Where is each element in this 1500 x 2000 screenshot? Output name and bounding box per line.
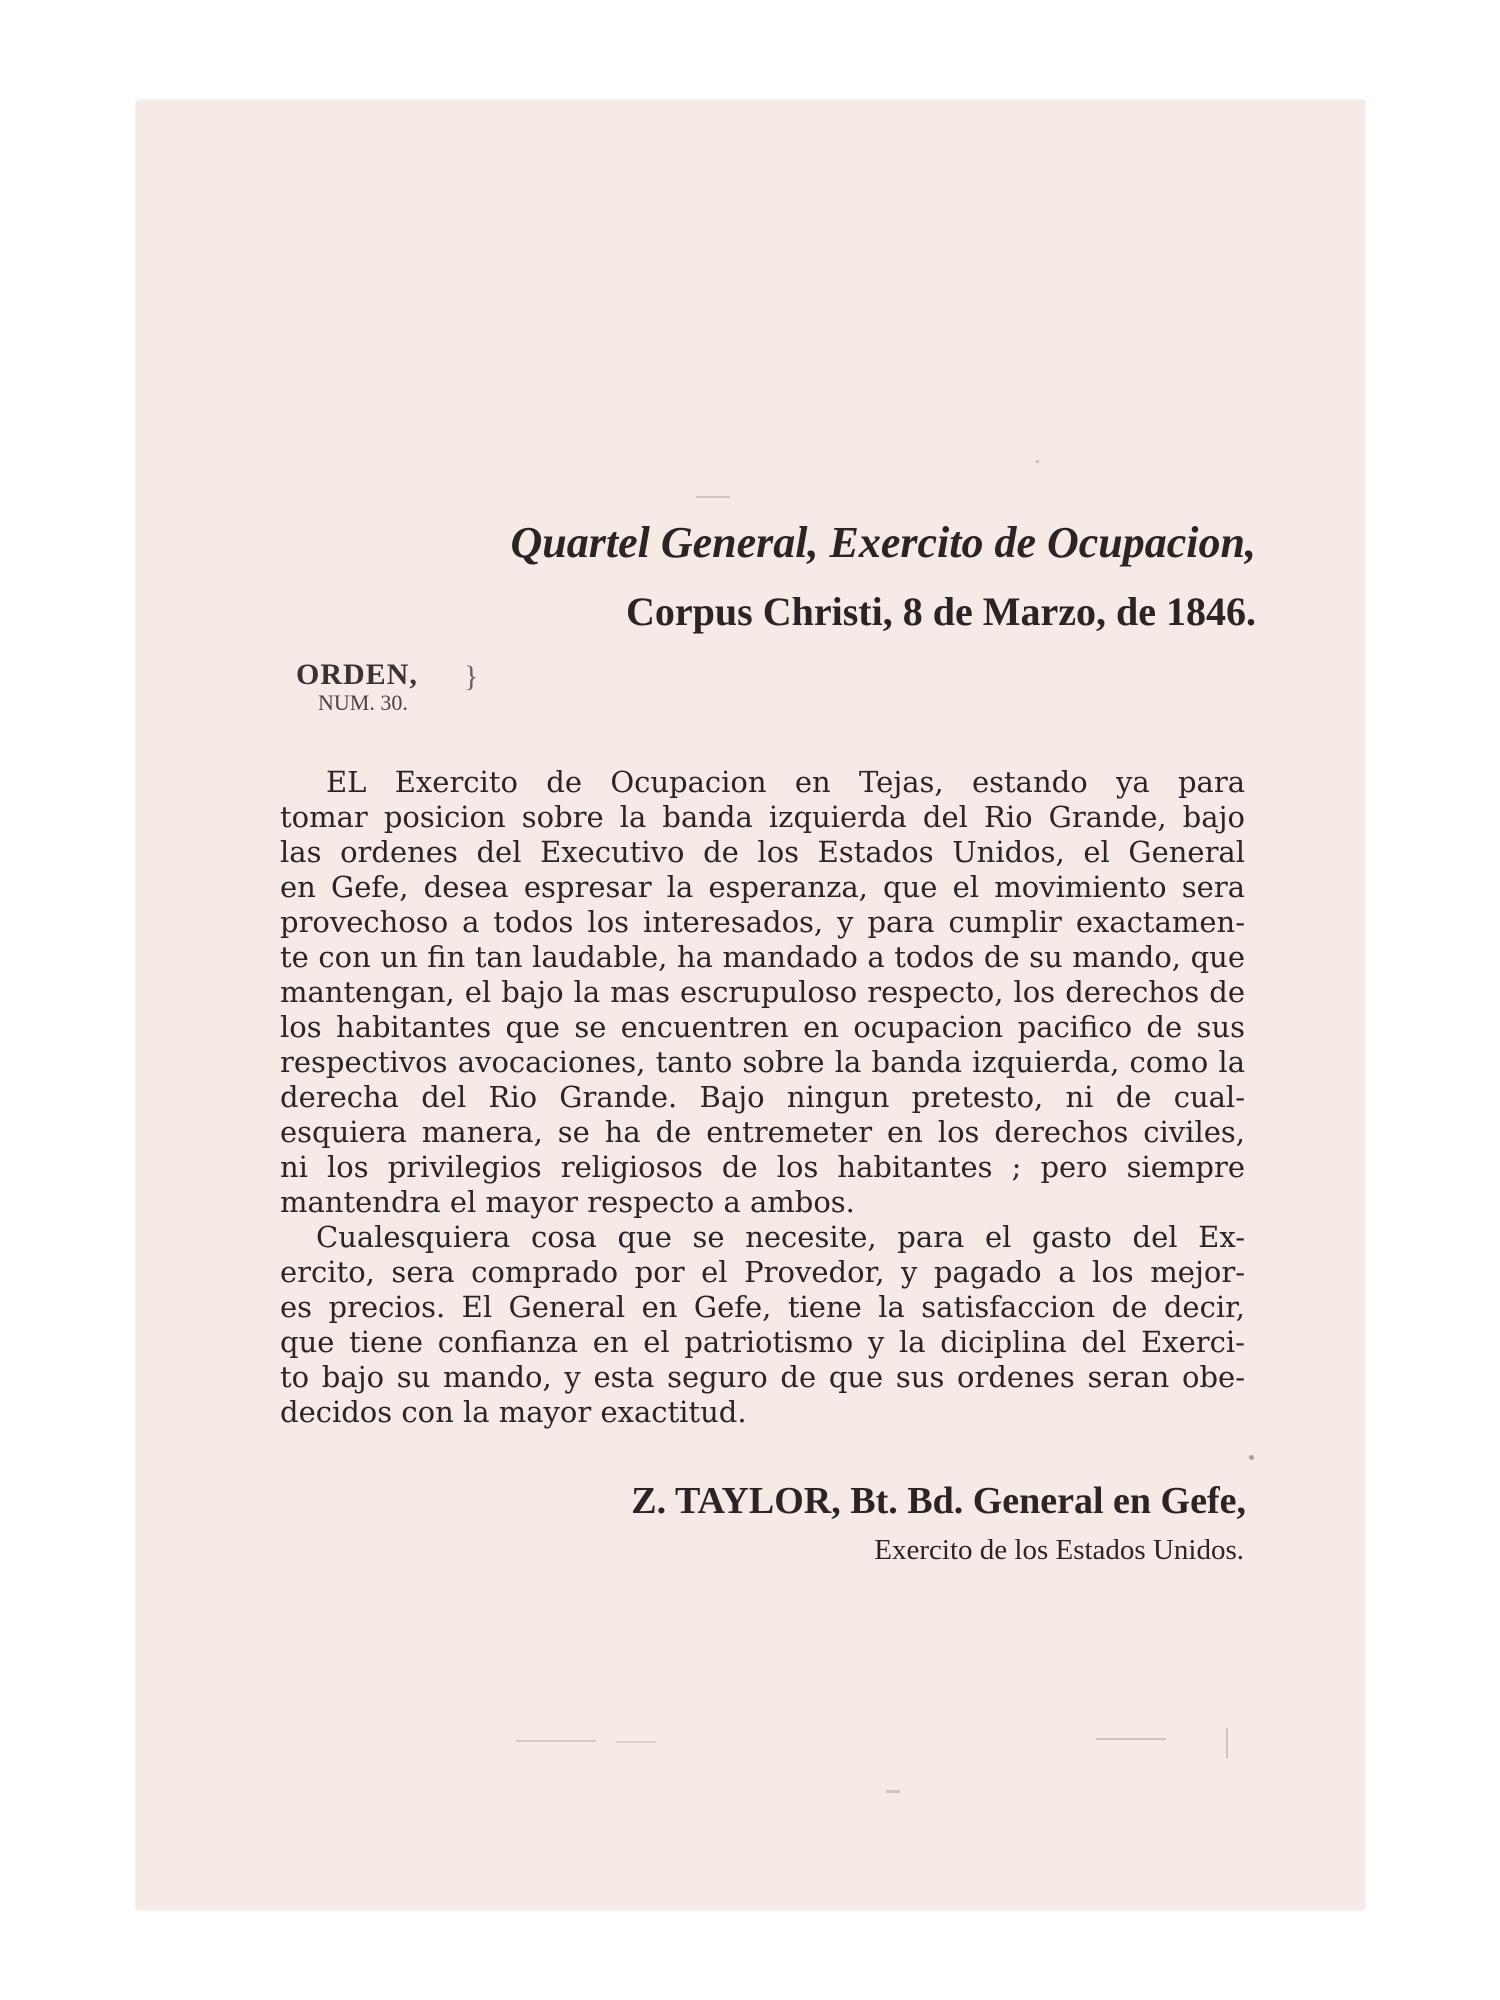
paragraph1-line: ni los privilegios religiosos de los habitantes ; pero siempre [280,1150,1245,1184]
paper-speck [1036,460,1039,463]
paragraph2-line: to bajo su mando, y esta seguro de que sus ordenes seran obe- [280,1360,1245,1394]
paragraph1-line: derecha del Rio Grande. Bajo ningun pretesto, ni de cual- [280,1080,1245,1114]
paper-speck [1096,1738,1166,1740]
paragraph1-line: esquiera manera, se ha de entremeter en los derechos civiles, [280,1115,1245,1149]
paper-speck [1226,1728,1228,1758]
document-heading-date: Corpus Christi, 8 de Marzo, de 1846. [626,589,1256,634]
orden-number: NUM. 30. [318,690,408,715]
paragraph1-line: mantendra el mayor respecto a ambos. [280,1185,855,1219]
paper-speck [696,496,730,498]
paragraph1-line: EL Exercito de Ocupacion en Tejas, estando ya para [326,765,1245,799]
signature-title: Exercito de los Estados Unidos. [874,1534,1244,1566]
paragraph2-line: ercito, sera comprado por el Provedor, y pagado a los mejor- [280,1255,1245,1289]
paper-speck [516,1740,596,1742]
signature-name: Z. TAYLOR, Bt. Bd. General en Gefe, [631,1480,1246,1522]
paragraph1-line: te con un fin tan laudable, ha mandado a todos de su mando, que [280,940,1245,974]
paper-speck [886,1790,900,1793]
document-heading-location: Quartel General, Exercito de Ocupacion, [510,518,1256,567]
paper-speck [1249,1455,1254,1460]
paragraph1-line: respectivos avocaciones, tanto sobre la banda izquierda, como la [280,1045,1245,1079]
paragraph1-line: las ordenes del Executivo de los Estados Unidos, el General [280,835,1245,869]
paragraph2-line: es precios. El General en Gefe, tiene la satisfaccion de decir, [280,1290,1245,1324]
paragraph2-line: Cualesquiera cosa que se necesite, para el gasto del Ex- [316,1220,1245,1254]
document-sheet [136,100,1365,1910]
paragraph2-line: decidos con la mayor exactitud. [280,1395,747,1429]
paragraph1-line: los habitantes que se encuentren en ocupacion pacifico de sus [280,1010,1245,1044]
paper-speck [616,1741,656,1743]
paragraph2-line: que tiene confianza en el patriotismo y la diciplina del Exerci- [280,1325,1245,1359]
paragraph1-line: en Gefe, desea espresar la esperanza, que el movimiento sera [280,870,1245,904]
paragraph1-line: mantengan, el bajo la mas escrupuloso respecto, los derechos de [280,975,1245,1009]
paragraph1-line: tomar posicion sobre la banda izquierda del Rio Grande, bajo [280,800,1245,834]
orden-label: ORDEN, [296,658,418,691]
paragraph1-line: provechoso a todos los interesados, y para cumplir exactamen- [280,905,1245,939]
orden-bracket-mark: } [464,660,479,693]
